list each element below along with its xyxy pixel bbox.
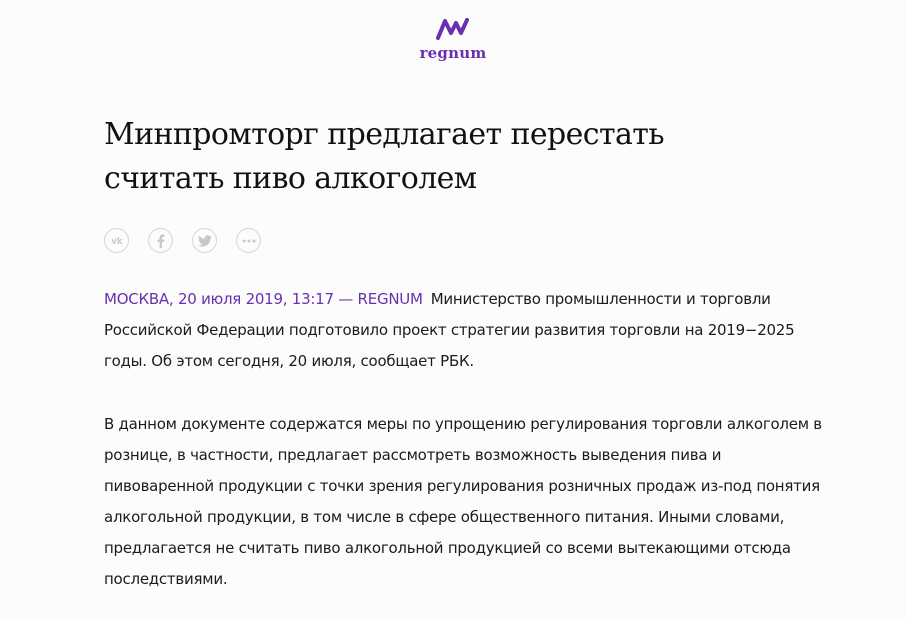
article-title: Минпромторг предлагает перестать считать пиво алкоголем xyxy=(104,117,664,196)
twitter-icon xyxy=(198,235,212,247)
vk-icon xyxy=(110,236,124,245)
site-logo[interactable] xyxy=(0,16,906,62)
share-facebook-button[interactable] xyxy=(148,228,173,253)
dateline: МОСКВА, 20 июля 2019, 13:17 — REGNUM xyxy=(104,290,423,308)
regnum-logo-icon xyxy=(434,16,472,42)
share-more-button[interactable] xyxy=(236,228,261,253)
more-icon xyxy=(242,239,256,243)
svg-text:vk: vk xyxy=(110,237,123,245)
share-vk-button[interactable] xyxy=(104,228,129,253)
share-bar xyxy=(104,228,261,253)
logo-wordmark: regnum xyxy=(419,44,487,62)
lead-text: Министерство промышленности и торговли Российской Федерации подготовило проект стратегии развития торговли на 2019−2025 годы. Об этом сегодня, 20 июля, сообщает РБК. xyxy=(104,290,795,370)
facebook-icon xyxy=(157,234,165,248)
share-twitter-button[interactable] xyxy=(192,228,217,253)
article-body xyxy=(104,284,824,619)
lead-paragraph xyxy=(104,284,824,377)
body-paragraph: В данном документе содержатся меры по упрощению регулирования торговли алкоголем в рознице, в частности, предлагает рассмотреть возможность выведения пива и пивоваренной продукции с точки зрения регулирования розничных продаж из-под понятия алкогольной продукции, в том числе в сфере общественного питания. Иными словами, предлагается не считать пиво алкогольной продукцией со всеми вытекающими отсюда последствиями. xyxy=(104,415,822,588)
